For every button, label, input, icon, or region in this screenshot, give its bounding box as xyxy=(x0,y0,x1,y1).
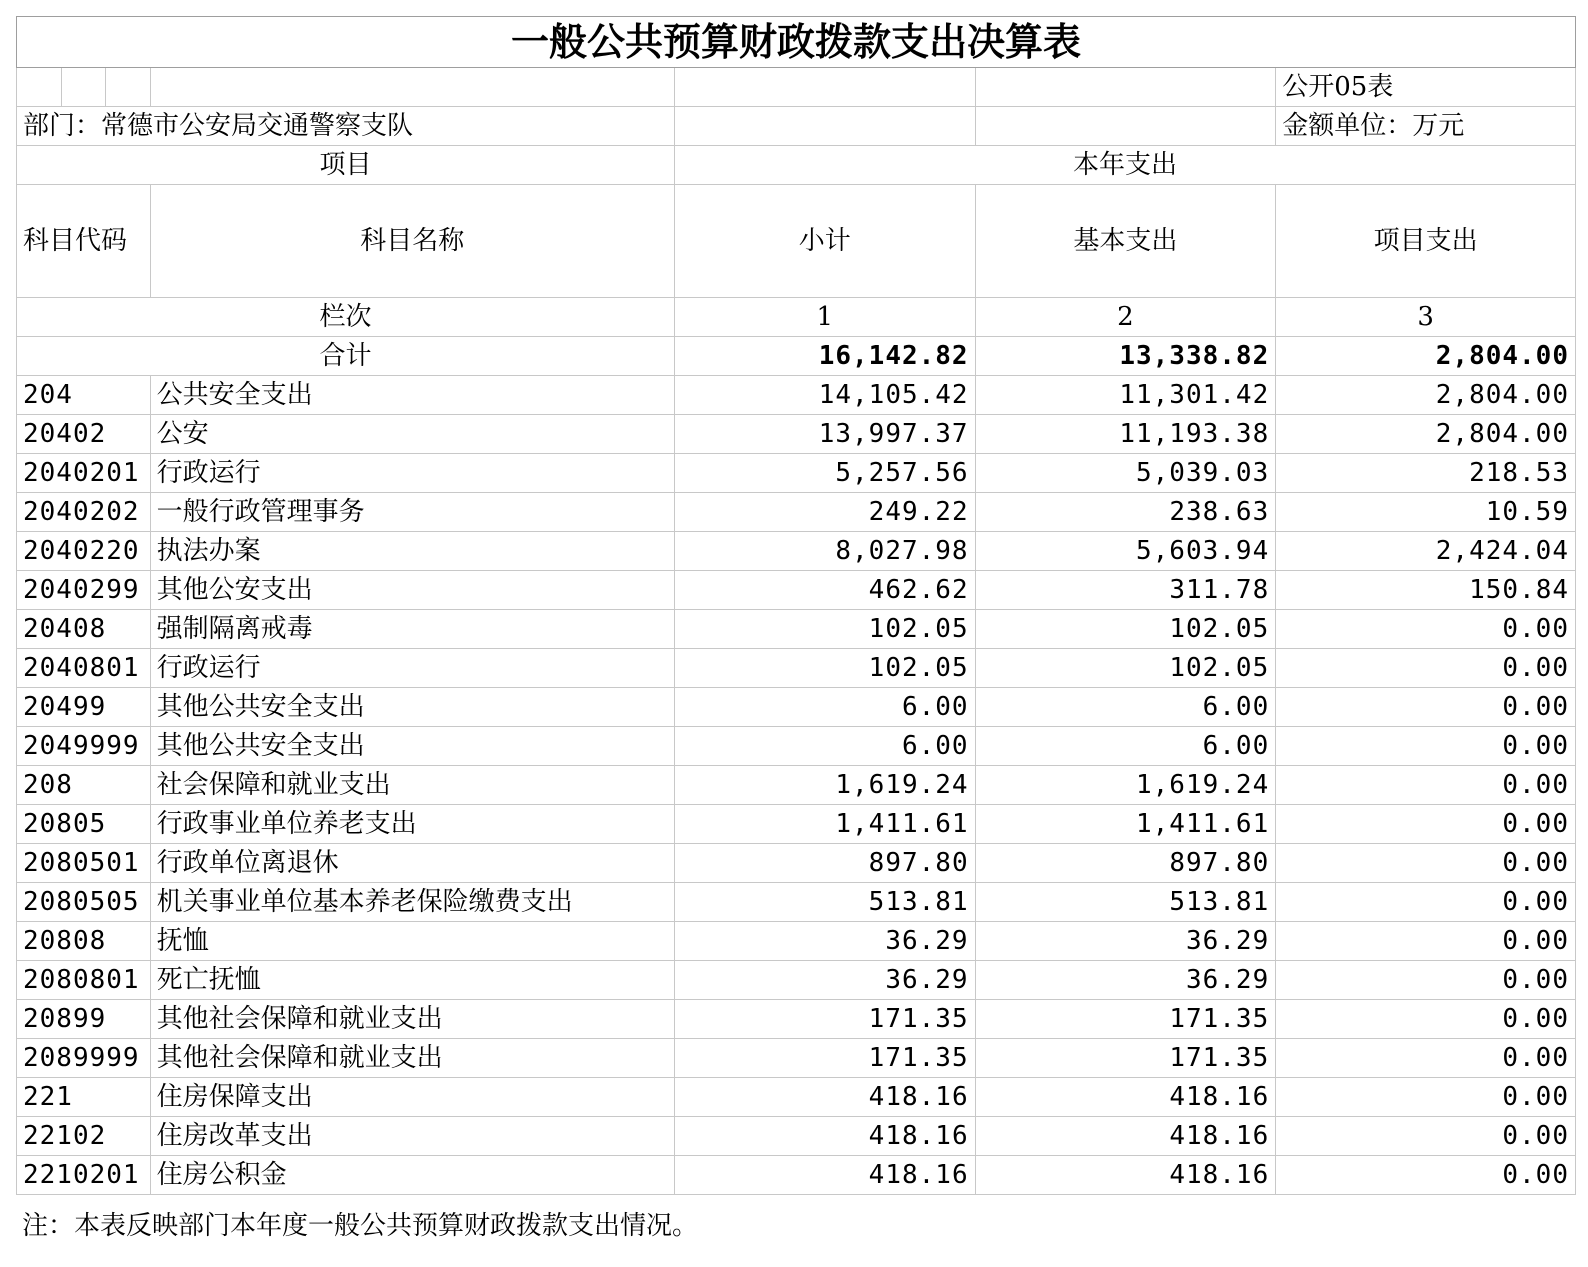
row-subtotal: 171.35 xyxy=(674,1000,975,1039)
table-row xyxy=(17,805,1576,844)
row-project: 2,424.04 xyxy=(1276,532,1576,571)
row-name: 行政单位离退休 xyxy=(150,844,674,883)
spreadsheet xyxy=(16,16,1576,1252)
total-project: 2,804.00 xyxy=(1276,337,1576,376)
table-row xyxy=(17,1039,1576,1078)
row-code: 22102 xyxy=(17,1117,151,1156)
row-subtotal: 6.00 xyxy=(674,688,975,727)
table-row xyxy=(17,883,1576,922)
total-row xyxy=(17,337,1576,376)
row-basic: 5,039.03 xyxy=(975,454,1276,493)
budget-table xyxy=(16,16,1576,1195)
row-basic: 1,619.24 xyxy=(975,766,1276,805)
row-subtotal: 13,997.37 xyxy=(674,415,975,454)
row-name: 一般行政管理事务 xyxy=(150,493,674,532)
empty-cell xyxy=(61,68,106,107)
row-name: 强制隔离戒毒 xyxy=(150,610,674,649)
row-code: 20499 xyxy=(17,688,151,727)
row-basic: 418.16 xyxy=(975,1078,1276,1117)
row-code: 2080505 xyxy=(17,883,151,922)
row-basic: 6.00 xyxy=(975,727,1276,766)
header-project-exp: 项目支出 xyxy=(1276,185,1576,298)
row-basic: 102.05 xyxy=(975,649,1276,688)
row-subtotal: 462.62 xyxy=(674,571,975,610)
row-project: 0.00 xyxy=(1276,883,1576,922)
total-label: 合计 xyxy=(17,337,675,376)
unit-label: 金额单位：万元 xyxy=(1276,107,1576,146)
row-project: 0.00 xyxy=(1276,1156,1576,1195)
header-project: 项目 xyxy=(17,146,675,185)
row-code: 2040299 xyxy=(17,571,151,610)
row-project: 0.00 xyxy=(1276,727,1576,766)
row-name: 机关事业单位基本养老保险缴费支出 xyxy=(150,883,674,922)
row-project: 0.00 xyxy=(1276,688,1576,727)
row-basic: 36.29 xyxy=(975,922,1276,961)
row-code: 2040201 xyxy=(17,454,151,493)
table-row xyxy=(17,493,1576,532)
row-name: 住房保障支出 xyxy=(150,1078,674,1117)
row-basic: 897.80 xyxy=(975,844,1276,883)
table-row xyxy=(17,727,1576,766)
row-name: 行政事业单位养老支出 xyxy=(150,805,674,844)
table-row xyxy=(17,649,1576,688)
row-code: 20402 xyxy=(17,415,151,454)
table-row xyxy=(17,922,1576,961)
row-name: 公安 xyxy=(150,415,674,454)
column-index-row xyxy=(17,298,1576,337)
row-code: 2080501 xyxy=(17,844,151,883)
table-row xyxy=(17,610,1576,649)
row-subtotal: 36.29 xyxy=(674,961,975,1000)
row-project: 150.84 xyxy=(1276,571,1576,610)
header-row-1 xyxy=(17,146,1576,185)
row-basic: 1,411.61 xyxy=(975,805,1276,844)
column-index-2: 2 xyxy=(975,298,1276,337)
table-row xyxy=(17,415,1576,454)
row-code: 20408 xyxy=(17,610,151,649)
row-subtotal: 897.80 xyxy=(674,844,975,883)
row-code: 2040220 xyxy=(17,532,151,571)
row-name: 其他社会保障和就业支出 xyxy=(150,1000,674,1039)
row-subtotal: 171.35 xyxy=(674,1039,975,1078)
row-subtotal: 6.00 xyxy=(674,727,975,766)
row-basic: 513.81 xyxy=(975,883,1276,922)
row-basic: 311.78 xyxy=(975,571,1276,610)
row-project: 0.00 xyxy=(1276,805,1576,844)
empty-cell xyxy=(674,68,975,107)
department-label: 部门：常德市公安局交通警察支队 xyxy=(17,107,675,146)
row-name: 公共安全支出 xyxy=(150,376,674,415)
row-project: 0.00 xyxy=(1276,766,1576,805)
table-row xyxy=(17,571,1576,610)
row-project: 0.00 xyxy=(1276,1000,1576,1039)
department-row xyxy=(17,107,1576,146)
row-basic: 171.35 xyxy=(975,1039,1276,1078)
row-subtotal: 418.16 xyxy=(674,1156,975,1195)
table-row xyxy=(17,961,1576,1000)
table-row xyxy=(17,532,1576,571)
row-code: 20808 xyxy=(17,922,151,961)
row-project: 0.00 xyxy=(1276,610,1576,649)
total-basic: 13,338.82 xyxy=(975,337,1276,376)
row-subtotal: 513.81 xyxy=(674,883,975,922)
row-name: 其他公安支出 xyxy=(150,571,674,610)
row-code: 2040801 xyxy=(17,649,151,688)
empty-cell xyxy=(106,68,151,107)
table-row xyxy=(17,688,1576,727)
row-code: 20805 xyxy=(17,805,151,844)
column-index-1: 1 xyxy=(674,298,975,337)
row-project: 0.00 xyxy=(1276,961,1576,1000)
empty-cell xyxy=(674,107,975,146)
row-name: 行政运行 xyxy=(150,649,674,688)
row-code: 2049999 xyxy=(17,727,151,766)
row-code: 221 xyxy=(17,1078,151,1117)
row-project: 0.00 xyxy=(1276,844,1576,883)
row-subtotal: 36.29 xyxy=(674,922,975,961)
row-project: 0.00 xyxy=(1276,922,1576,961)
row-subtotal: 249.22 xyxy=(674,493,975,532)
row-name: 死亡抚恤 xyxy=(150,961,674,1000)
row-project: 0.00 xyxy=(1276,1117,1576,1156)
row-code: 2089999 xyxy=(17,1039,151,1078)
row-code: 208 xyxy=(17,766,151,805)
empty-cell xyxy=(150,68,674,107)
row-name: 社会保障和就业支出 xyxy=(150,766,674,805)
row-subtotal: 102.05 xyxy=(674,610,975,649)
row-subtotal: 418.16 xyxy=(674,1078,975,1117)
row-subtotal: 1,619.24 xyxy=(674,766,975,805)
row-project: 2,804.00 xyxy=(1276,415,1576,454)
table-number: 公开05表 xyxy=(1276,68,1576,107)
row-basic: 238.63 xyxy=(975,493,1276,532)
empty-cell xyxy=(17,68,62,107)
total-subtotal: 16,142.82 xyxy=(674,337,975,376)
table-row xyxy=(17,1156,1576,1195)
row-basic: 5,603.94 xyxy=(975,532,1276,571)
header-basic: 基本支出 xyxy=(975,185,1276,298)
row-name: 其他社会保障和就业支出 xyxy=(150,1039,674,1078)
row-code: 20899 xyxy=(17,1000,151,1039)
header-code: 科目代码 xyxy=(17,185,151,298)
row-basic: 171.35 xyxy=(975,1000,1276,1039)
row-name: 其他公共安全支出 xyxy=(150,688,674,727)
table-row xyxy=(17,454,1576,493)
row-name: 住房公积金 xyxy=(150,1156,674,1195)
row-name: 其他公共安全支出 xyxy=(150,727,674,766)
row-code: 2210201 xyxy=(17,1156,151,1195)
table-row xyxy=(17,1117,1576,1156)
header-row-2 xyxy=(17,185,1576,298)
page-title: 一般公共预算财政拨款支出决算表 xyxy=(17,17,1576,68)
table-row xyxy=(17,1078,1576,1117)
empty-cell xyxy=(975,68,1276,107)
table-row xyxy=(17,766,1576,805)
row-basic: 11,301.42 xyxy=(975,376,1276,415)
row-project: 0.00 xyxy=(1276,1039,1576,1078)
table-row xyxy=(17,376,1576,415)
row-basic: 11,193.38 xyxy=(975,415,1276,454)
row-project: 0.00 xyxy=(1276,649,1576,688)
row-name: 行政运行 xyxy=(150,454,674,493)
row-code: 204 xyxy=(17,376,151,415)
empty-cell xyxy=(975,107,1276,146)
row-project: 218.53 xyxy=(1276,454,1576,493)
table-row xyxy=(17,844,1576,883)
row-basic: 36.29 xyxy=(975,961,1276,1000)
row-name: 执法办案 xyxy=(150,532,674,571)
table-row xyxy=(17,1000,1576,1039)
row-subtotal: 5,257.56 xyxy=(674,454,975,493)
header-name: 科目名称 xyxy=(150,185,674,298)
row-subtotal: 102.05 xyxy=(674,649,975,688)
header-subtotal: 小计 xyxy=(674,185,975,298)
footnote: 注：本表反映部门本年度一般公共预算财政拨款支出情况。 xyxy=(22,1211,699,1241)
column-index-label: 栏次 xyxy=(17,298,675,337)
row-basic: 418.16 xyxy=(975,1117,1276,1156)
row-project: 0.00 xyxy=(1276,1078,1576,1117)
row-subtotal: 8,027.98 xyxy=(674,532,975,571)
row-basic: 6.00 xyxy=(975,688,1276,727)
row-code: 2040202 xyxy=(17,493,151,532)
table-no-row xyxy=(17,68,1576,107)
row-basic: 102.05 xyxy=(975,610,1276,649)
row-basic: 418.16 xyxy=(975,1156,1276,1195)
row-name: 抚恤 xyxy=(150,922,674,961)
header-current-year: 本年支出 xyxy=(674,146,1575,185)
row-subtotal: 1,411.61 xyxy=(674,805,975,844)
row-project: 10.59 xyxy=(1276,493,1576,532)
row-subtotal: 14,105.42 xyxy=(674,376,975,415)
row-name: 住房改革支出 xyxy=(150,1117,674,1156)
row-subtotal: 418.16 xyxy=(674,1117,975,1156)
row-code: 2080801 xyxy=(17,961,151,1000)
row-project: 2,804.00 xyxy=(1276,376,1576,415)
column-index-3: 3 xyxy=(1276,298,1576,337)
